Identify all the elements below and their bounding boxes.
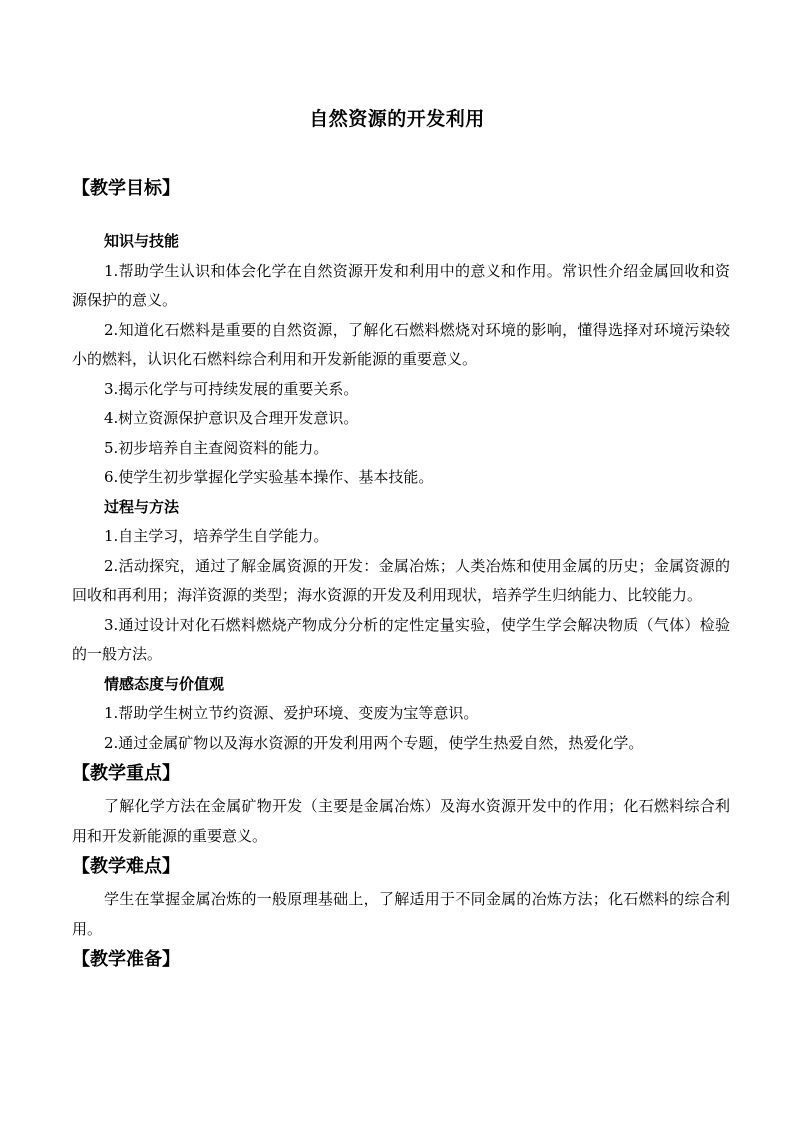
preparation-heading: 【教学准备】 bbox=[72, 949, 180, 970]
process-item-3: 3.通过设计对化石燃料燃烧产物成分分析的定性定量实验，使学生学会解决物质（气体）检验的一般方法。 bbox=[72, 615, 730, 663]
document-body bbox=[72, 175, 730, 974]
knowledge-item-3: 3.揭示化学与可持续发展的重要关系。 bbox=[104, 379, 359, 398]
page-title: 自然资源的开发利用 bbox=[309, 108, 485, 130]
key-points-heading: 【教学重点】 bbox=[72, 763, 180, 784]
knowledge-item-6: 6.使学生初步掌握化学实验基本操作、基本技能。 bbox=[104, 468, 434, 486]
process-item-1: 1.自主学习，培养学生自学能力。 bbox=[104, 527, 329, 545]
objectives-heading: 【教学目标】 bbox=[72, 178, 180, 199]
key-points-text: 了解化学方法在金属矿物开发（主要是金属冶炼）及海水资源开发中的作用；化石燃料综合利用和开发新能源的重要意义。 bbox=[72, 797, 730, 845]
difficulties-text: 学生在掌握金属冶炼的一般原理基础上，了解适用于不同金属的冶炼方法；化石燃料的综合利用。 bbox=[72, 890, 730, 938]
emotion-item-2: 2.通过金属矿物以及海水资源的开发利用两个专题，使学生热爱自然，热爱化学。 bbox=[104, 733, 644, 752]
process-subheading: 过程与方法 bbox=[104, 497, 180, 516]
knowledge-item-2: 2.知道化石燃料是重要的自然资源，了解化石燃料燃烧对环境的影响，懂得选择对环境污染较小的燃料，认识化石燃料综合利用和开发新能源的重要意义。 bbox=[72, 320, 730, 368]
emotion-subheading: 情感态度与价值观 bbox=[104, 674, 225, 693]
knowledge-item-1: 1.帮助学生认识和体会化学在自然资源开发和利用中的意义和作用。常识性介绍金属回收和资源保护的意义。 bbox=[72, 261, 730, 309]
emotion-item-1: 1.帮助学生树立节约资源、爱护环境、变废为宝等意识。 bbox=[104, 704, 479, 722]
knowledge-subheading: 知识与技能 bbox=[104, 232, 180, 250]
knowledge-item-4: 4.树立资源保护意识及合理开发意识。 bbox=[104, 409, 359, 427]
difficulties-heading: 【教学难点】 bbox=[72, 856, 180, 877]
process-item-2: 2.活动探究，通过了解金属资源的开发：金属冶炼；人类冶炼和使用金属的历史；金属资源的回收和再利用；海洋资源的类型；海水资源的开发及利用现状，培养学生归纳能力、比较能力。 bbox=[72, 556, 730, 604]
knowledge-item-5: 5.初步培养自主查阅资料的能力。 bbox=[104, 438, 329, 457]
